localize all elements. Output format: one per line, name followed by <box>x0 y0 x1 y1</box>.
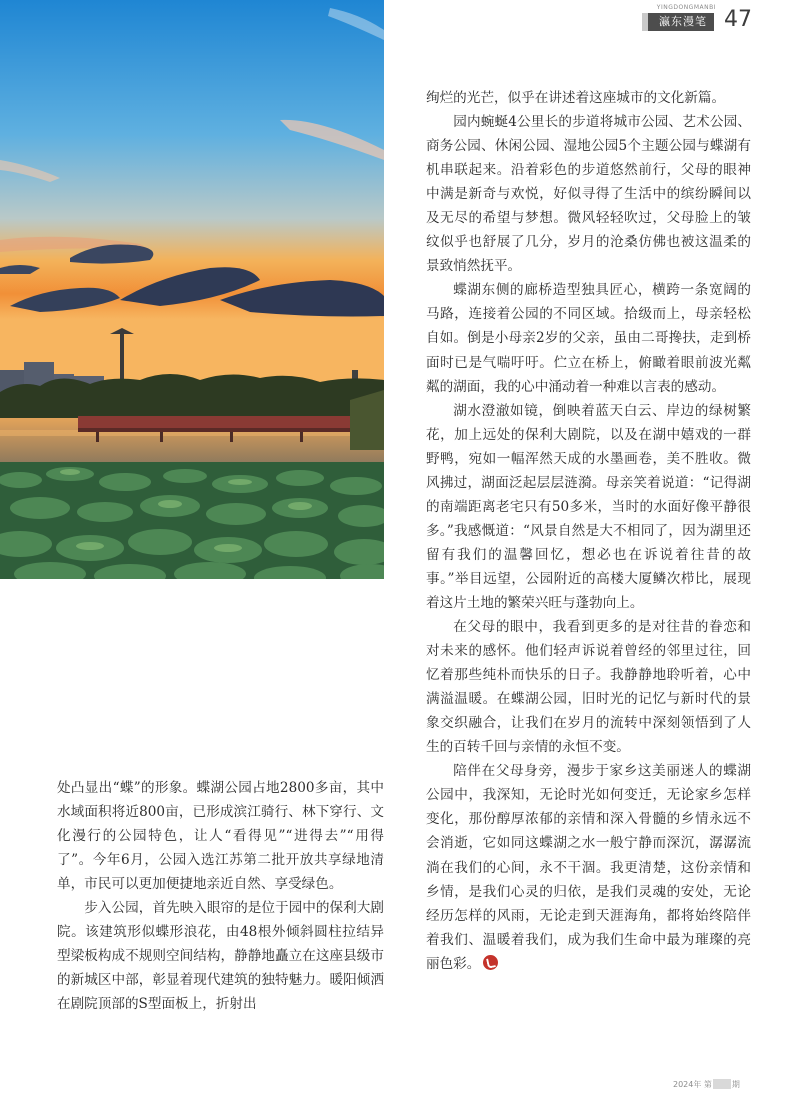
paragraph: 绚烂的光芒，似乎在讲述着这座城市的文化新篇。 <box>426 90 726 106</box>
photo-illustration <box>0 0 384 579</box>
issue-year-label: 2024年 第 <box>673 1080 712 1089</box>
column-tag <box>642 13 714 31</box>
issue-suffix: 期 <box>731 1080 740 1089</box>
left-text-column <box>57 776 384 1016</box>
paragraph: 步入公园，首先映入眼帘的是位于园中的保利大剧院。该建筑形似蝶形浪花，由48根外倾斜圆柱拉结异型梁板构成不规则空间结构，静静地矗立在这座县级市的新城区中部，彰显着现代建筑的独特魅力。暖阳倾洒在剧院顶部的S型面板上，折射出 <box>57 900 384 1013</box>
paragraph: 在父母的眼中，我看到更多的是对往昔的眷恋和对未来的感怀。他们轻声诉说着曾经的邻里过往，回忆着那些纯朴而快乐的日子。我静静地聆听着，心中满溢温暖。在蝶湖公园，旧时光的记忆与新时代的景象交织融合，让我们在岁月的流转中深刻领悟到了人生的百转千回与亲情的永恒不变。 <box>426 619 751 756</box>
issue-footer <box>673 1079 740 1090</box>
page-number: 47 <box>724 7 752 32</box>
paragraph: 蝶湖东侧的廊桥造型独具匠心，横跨一条宽阔的马路，连接着公园的不同区域。拾级而上，母亲轻松自如。倒是小母亲2岁的父亲，虽由二哥搀扶，走到桥面时已是气喘吁吁。伫立在桥上，俯瞰着眼前波光粼粼的湖面，我的心中涌动着一种难以言表的感动。 <box>426 282 751 395</box>
park-sunset-photo <box>0 0 384 579</box>
column-pinyin: YINGDONGMANBI <box>656 4 716 11</box>
right-text-column <box>426 86 751 976</box>
issue-number-box <box>713 1079 731 1089</box>
column-name: 瀛东漫笔 <box>659 15 707 28</box>
last-paragraph <box>426 759 751 975</box>
end-mark-icon <box>483 955 498 970</box>
paragraph: 湖水澄澈如镜，倒映着蓝天白云、岸边的绿树繁花，加上远处的保利大剧院，以及在湖中嬉戏的一群野鸭，宛如一幅浑然天成的水墨画卷，美不胜收。微风拂过，湖面泛起层层涟漪。母亲笑着说道：“记得湖的南端距离老宅只有50多米，当时的水面好像平静很多。”我感慨道：“风景自然是大不相同了，因为湖里还留有我们的温馨回忆，想必也在诉说着往昔的故事。”举目远望，公园附近的高楼大厦鳞次栉比，展现着这片土地的繁荣兴旺与蓬勃向上。 <box>426 402 751 611</box>
last-paragraph-text: 陪伴在父母身旁，漫步于家乡这美丽迷人的蝶湖公园中，我深知，无论时光如何变迁，无论家乡怎样变化，那份醇厚浓郁的亲情和深入骨髓的乡情永远不会消逝，它如同这蝶湖之水一般宁静而深沉，潺潺流淌在我们的心间，永不干涸。我更清楚，这份亲情和乡情，是我们心灵的归依，是我们灵魂的安处，无论经历怎样的风雨，无论走到天涯海角，都将始终陪伴着我们、温暖着我们，成为我们生命中最为璀璨的亮丽色彩。 <box>426 763 751 972</box>
paragraph: 园内蜿蜒4公里长的步道将城市公园、艺术公园、商务公园、休闲公园、湿地公园5个主题公园与蝶湖有机串联起来。沿着彩色的步道悠然前行，父母的眼神中满是新奇与欢悦，好似寻得了生活中的缤纷瞬间以及无尽的希望与梦想。微风轻轻吹过，父母脸上的皱纹似乎也舒展了几分，岁月的沧桑仿佛也被这温柔的景致悄然抚平。 <box>426 114 751 275</box>
paragraph: 处凸显出“蝶”的形象。蝶湖公园占地2800多亩，其中水域面积将近800亩，已形成滨江骑行、林下穿行、文化漫行的公园特色，让人“看得见”“进得去”“用得了”。今年6月，公园入选江苏第二批开放共享绿地清单，市民可以更加便捷地亲近自然、享受绿色。 <box>57 780 384 893</box>
